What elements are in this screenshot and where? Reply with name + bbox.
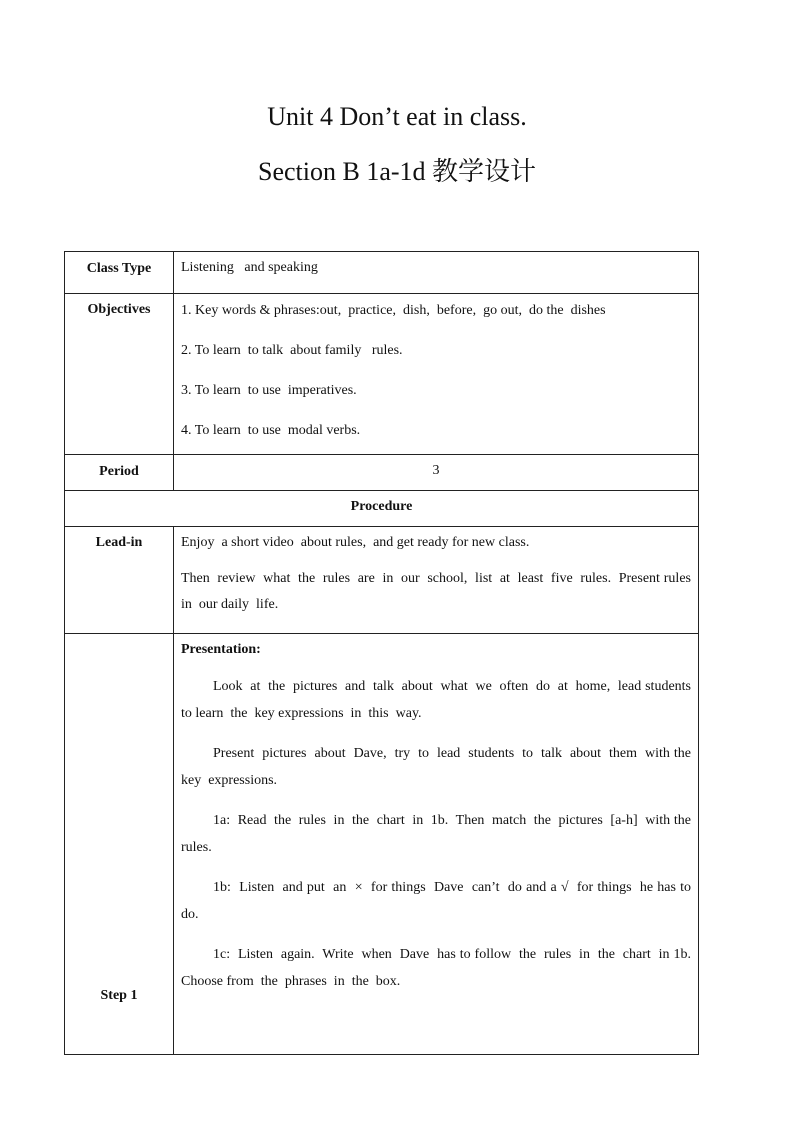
row-procedure bbox=[65, 491, 699, 527]
lead-in-paragraph: Enjoy a short video about rules, and get ready for new class. bbox=[181, 535, 530, 550]
lead-in-content bbox=[174, 527, 699, 634]
class-type-value: Listening and speaking bbox=[174, 252, 699, 294]
procedure-heading: Procedure bbox=[65, 491, 699, 527]
step-1-paragraph: Present pictures about Dave, try to lead students to talk about them with the key expressions. bbox=[181, 746, 698, 788]
objective-item: 2. To learn to talk about family rules. bbox=[181, 343, 403, 358]
row-lead-in bbox=[65, 527, 699, 634]
lead-in-label: Lead-in bbox=[65, 527, 174, 634]
objective-item: 3. To learn to use imperatives. bbox=[181, 383, 357, 398]
period-label: Period bbox=[65, 455, 174, 491]
objectives-list bbox=[174, 294, 699, 455]
document-subtitle: Section B 1a-1d 教学设计 bbox=[257, 157, 537, 186]
step-1-label: Step 1 bbox=[65, 634, 174, 1055]
step-1-paragraph: 1b: Listen and put an × for things Dave can’t do and a √ for things he has to do. bbox=[181, 880, 695, 922]
class-type-label: Class Type bbox=[65, 252, 174, 294]
document-title: Unit 4 Don’t eat in class. bbox=[267, 102, 527, 131]
presentation-heading: Presentation: bbox=[181, 642, 261, 657]
step-1-paragraph: Look at the pictures and talk about what we often do at home, lead students to learn the key expressions in this way. bbox=[181, 679, 698, 721]
step-1-paragraph: 1c: Listen again. Write when Dave has to follow the rules in the chart in 1b. Choose from the phrases in the box. bbox=[181, 947, 698, 989]
row-objectives bbox=[65, 294, 699, 455]
step-1-paragraph: 1a: Read the rules in the chart in 1b. Then match the pictures [a-h] with the rules. bbox=[181, 813, 698, 855]
period-value: 3 bbox=[174, 455, 699, 491]
row-class-type bbox=[65, 252, 699, 294]
row-period bbox=[65, 455, 699, 491]
lead-in-paragraph: Then review what the rules are in our school, list at least five rules. Present rules in our daily life. bbox=[181, 571, 698, 612]
lesson-plan-table bbox=[64, 251, 699, 1055]
objective-item: 1. Key words & phrases:out, practice, dish, before, go out, do the dishes bbox=[181, 303, 606, 318]
row-step-1 bbox=[65, 634, 699, 1055]
objectives-label: Objectives bbox=[65, 294, 174, 455]
objective-item: 4. To learn to use modal verbs. bbox=[181, 423, 361, 438]
step-1-content bbox=[174, 634, 699, 1055]
